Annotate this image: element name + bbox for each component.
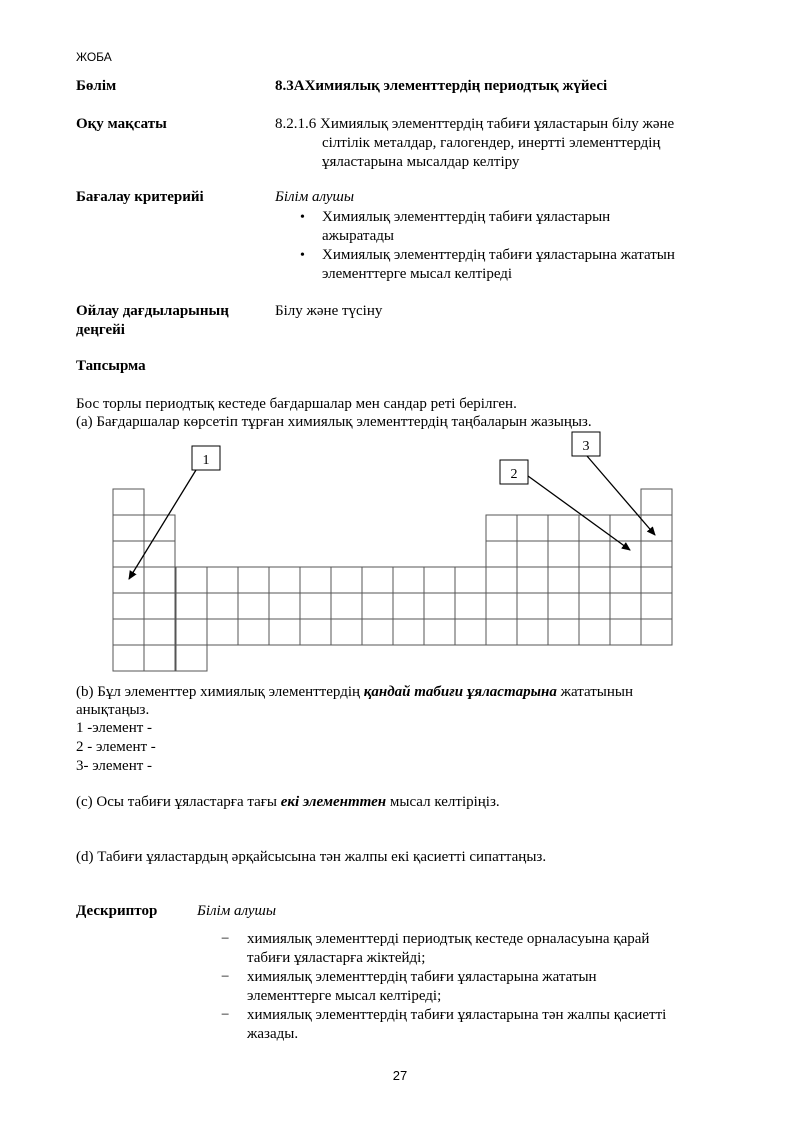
table-cell bbox=[362, 567, 393, 593]
table-cell bbox=[455, 619, 486, 645]
table-cell bbox=[579, 567, 610, 593]
descriptor-item bbox=[221, 930, 721, 968]
table-cell bbox=[641, 541, 672, 567]
descriptor-intro: Білім алушы bbox=[197, 903, 277, 919]
task-b-pre: (b) Бұл элементтер химиялық элементтердің bbox=[76, 684, 364, 700]
task-d: (d) Табиғи ұяластардың әрқайсысына тән жалпы екі қасиетті сипаттаңыз. bbox=[76, 849, 547, 865]
table-cell bbox=[548, 567, 579, 593]
table-cell bbox=[113, 515, 144, 541]
descriptor-list bbox=[221, 930, 721, 1044]
descriptor-item bbox=[221, 968, 721, 1006]
table-cell bbox=[424, 593, 455, 619]
table-cell bbox=[393, 567, 424, 593]
task-intro-2: (a) Бағдаршалар көрсетіп тұрған химиялық элементтердің таңбаларын жазыңыз. bbox=[76, 414, 592, 430]
table-cell bbox=[579, 515, 610, 541]
task-c-pre: (c) Осы табиғи ұяластарға тағы bbox=[76, 794, 281, 810]
table-cell bbox=[548, 515, 579, 541]
table-cell bbox=[641, 489, 672, 515]
descriptor-item-line: − химиялық элементтердің табиғи ұяластарына тән жалпы қасиетті bbox=[247, 1007, 667, 1023]
table-cell bbox=[300, 567, 331, 593]
table-cell bbox=[517, 593, 548, 619]
table-cell bbox=[113, 567, 144, 593]
table-cell bbox=[517, 619, 548, 645]
table-cell bbox=[424, 567, 455, 593]
table-cell bbox=[269, 619, 300, 645]
criteria-item-line: элементтерге мысал келтіреді bbox=[322, 266, 513, 282]
table-cell bbox=[610, 567, 641, 593]
descriptor-item-line: элементтерге мысал келтіреді; bbox=[247, 988, 442, 1004]
table-cell bbox=[238, 619, 269, 645]
table-cell bbox=[331, 593, 362, 619]
table-cell bbox=[579, 593, 610, 619]
table-cell bbox=[144, 567, 175, 593]
table-cell bbox=[610, 515, 641, 541]
objective-label: Оқу мақсаты bbox=[76, 116, 167, 132]
task-intro-1: Бос торлы периодтық кестеде бағдаршалар мен сандар реті берілген. bbox=[76, 396, 517, 412]
task-c bbox=[76, 793, 500, 812]
label-3: 3 bbox=[582, 439, 590, 454]
task-c-bold: екі элементтен bbox=[280, 794, 387, 810]
table-cell bbox=[144, 593, 175, 619]
descriptor-item-line: табиғи ұяластарға жіктейді; bbox=[247, 950, 426, 966]
arrow-3 bbox=[587, 456, 655, 535]
criteria-item-line: ажыратады bbox=[322, 228, 394, 244]
task-heading: Тапсырма bbox=[76, 358, 146, 374]
table-cell bbox=[300, 619, 331, 645]
objective-line-1: 8.2.1.6 Химиялық элементтердің табиғи ұяластарын білу және bbox=[275, 116, 675, 132]
section-label: Бөлім bbox=[76, 78, 117, 94]
table-cell bbox=[176, 645, 207, 671]
table-cell bbox=[610, 541, 641, 567]
table-cell bbox=[641, 515, 672, 541]
table-cell bbox=[517, 567, 548, 593]
table-cell bbox=[331, 619, 362, 645]
arrow-1 bbox=[129, 470, 196, 579]
objective-line-3: ұяластарына мысалдар келтіру bbox=[322, 154, 520, 170]
answer-line-1: 1 -элемент - bbox=[76, 720, 153, 736]
table-cell bbox=[486, 515, 517, 541]
descriptor-label: Дескриптор bbox=[76, 903, 158, 919]
table-cell bbox=[207, 567, 238, 593]
table-cell bbox=[113, 619, 144, 645]
objective-line-2: сілтілік металдар, галогендер, инертті элементтердің bbox=[322, 135, 661, 151]
table-cell bbox=[176, 619, 207, 645]
table-cell bbox=[424, 619, 455, 645]
table-cell bbox=[113, 489, 144, 515]
table-cell bbox=[144, 619, 175, 645]
table-cell bbox=[176, 593, 207, 619]
table-cell bbox=[113, 645, 144, 671]
table-cell bbox=[269, 593, 300, 619]
table-cell bbox=[517, 515, 548, 541]
criteria-label: Бағалау критерийі bbox=[76, 189, 204, 205]
answer-line-3: 3- элемент - bbox=[76, 758, 153, 774]
section-value: 8.3AХимиялық элементтердің периодтық жүйесі bbox=[275, 78, 608, 94]
criteria-item-line: • Химиялық элементтердің табиғи ұяластарын bbox=[322, 209, 611, 225]
task-b-post: жататынын bbox=[556, 684, 634, 700]
table-cell bbox=[579, 619, 610, 645]
task-b-line-2: анықтаңыз. bbox=[76, 702, 150, 718]
descriptor-item bbox=[221, 1006, 721, 1044]
descriptor-item-line: − химиялық элементтердің табиғи ұяластарына жататын bbox=[247, 969, 597, 985]
table-cell bbox=[548, 541, 579, 567]
table-cell bbox=[517, 541, 548, 567]
table-cell bbox=[362, 619, 393, 645]
header-label: ЖОБА bbox=[76, 50, 112, 64]
task-b-bold: қандай табиғи ұяластарына bbox=[363, 684, 557, 700]
descriptor-item-line: жазады. bbox=[247, 1026, 299, 1042]
table-cell bbox=[455, 593, 486, 619]
thinking-label-2: деңгейі bbox=[76, 322, 125, 338]
table-cell bbox=[238, 567, 269, 593]
table-cell bbox=[144, 515, 175, 541]
table-cell bbox=[207, 619, 238, 645]
table-cell bbox=[610, 593, 641, 619]
table-cell bbox=[455, 567, 486, 593]
table-cell bbox=[238, 593, 269, 619]
criteria-item-line: • Химиялық элементтердің табиғи ұяластарына жататын bbox=[322, 247, 675, 263]
thinking-label-1: Ойлау дағдыларының bbox=[76, 303, 229, 319]
criteria-intro: Білім алушы bbox=[275, 189, 355, 205]
table-cell bbox=[486, 619, 517, 645]
table-cell bbox=[486, 567, 517, 593]
table-cell bbox=[113, 593, 144, 619]
table-cell bbox=[486, 593, 517, 619]
task-c-post: мысал келтіріңіз. bbox=[386, 794, 500, 810]
table-cell bbox=[548, 619, 579, 645]
answer-line-2: 2 - элемент - bbox=[76, 739, 156, 755]
table-cell bbox=[641, 619, 672, 645]
table-cell bbox=[362, 593, 393, 619]
table-cell bbox=[207, 593, 238, 619]
table-grid bbox=[113, 489, 672, 671]
table-cell bbox=[331, 567, 362, 593]
table-cell bbox=[144, 541, 175, 567]
table-cell bbox=[393, 619, 424, 645]
label-2: 2 bbox=[510, 467, 518, 482]
table-cell bbox=[641, 593, 672, 619]
page-number: 27 bbox=[392, 1068, 408, 1083]
table-cell bbox=[548, 593, 579, 619]
table-cell bbox=[300, 593, 331, 619]
table-cell bbox=[579, 541, 610, 567]
table-cell bbox=[269, 567, 300, 593]
table-cell bbox=[393, 593, 424, 619]
table-cell bbox=[144, 645, 175, 671]
task-b-line-1 bbox=[76, 683, 633, 702]
label-1: 1 bbox=[202, 453, 210, 468]
table-cell bbox=[486, 541, 517, 567]
thinking-value: Білу және түсіну bbox=[275, 303, 383, 319]
table-cell bbox=[610, 619, 641, 645]
table-cell bbox=[176, 567, 207, 593]
descriptor-item-line: − химиялық элементтерді периодтық кестеде орналасуына қарай bbox=[247, 931, 650, 947]
table-cell bbox=[641, 567, 672, 593]
